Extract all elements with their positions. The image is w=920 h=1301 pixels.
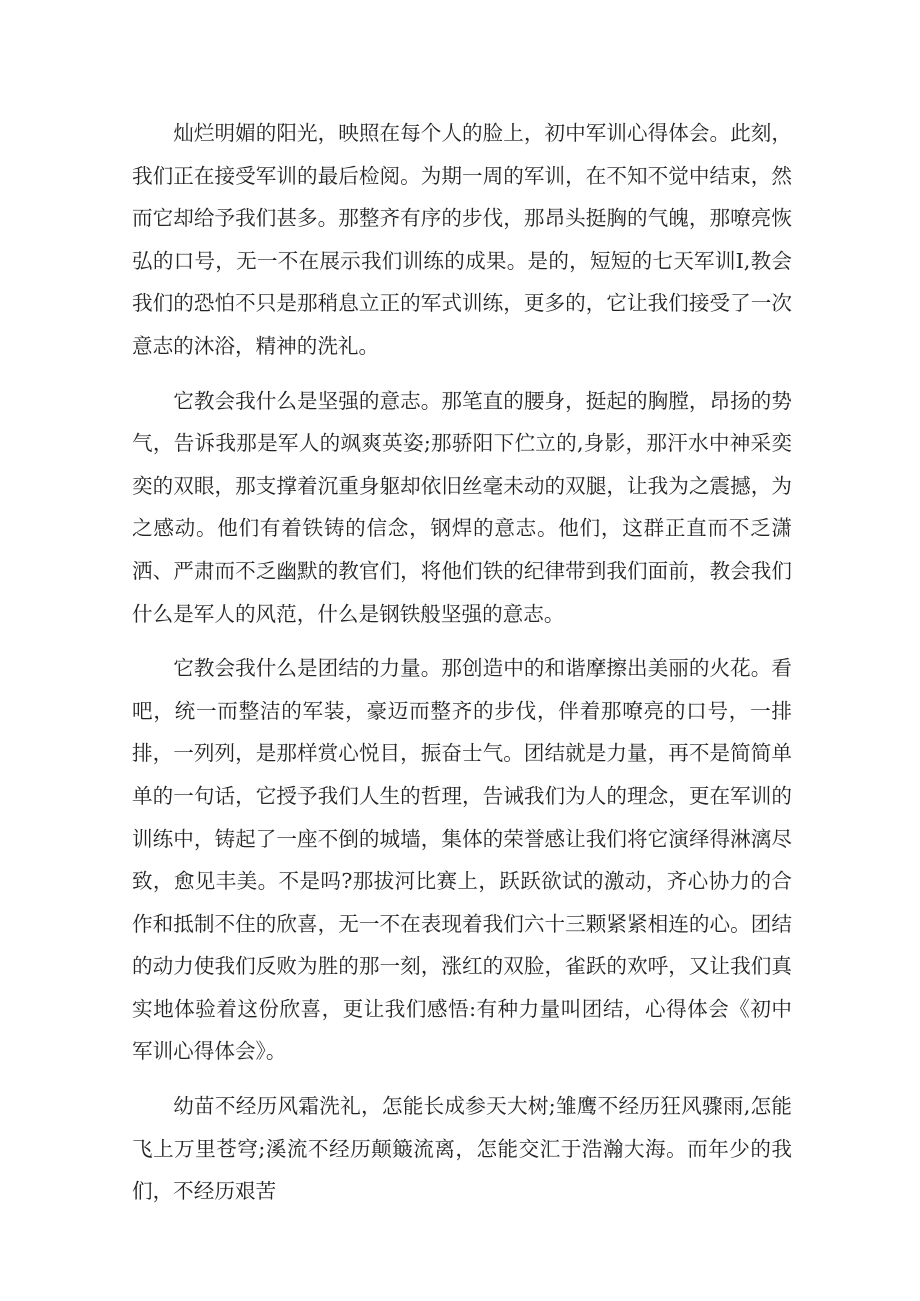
paragraph-4: 幼苗不经历风霜洗礼，怎能长成参天大树;雏鹰不经历狂风骤雨,怎能飞上万里苍穹;溪流不经历颠簸流离，怎能交汇于浩瀚大海。而年少的我们，不经历艰苦 — [132, 1094, 792, 1204]
paragraph-1: 灿烂明媚的阳光，映照在每个人的脸上，初中军训心得体会。此刻，我们正在接受军训的最后检阅。为期一周的军训，在不知不觉中结束，然而它却给予我们甚多。那整齐有序的步伐，那昂头挺胸的气魄，那嘹亮恢弘的口号，无一不在展示我们训练的成果。是的，短短的七天军训I,教会我们的恐怕不只是那稍息立正的军式训练，更多的，它让我们接受了一次意志的沐浴，精神的洗礼。 — [132, 121, 792, 358]
document-body — [132, 112, 792, 1225]
paragraph-3: 它教会我什么是团结的力量。那创造中的和谐摩擦出美丽的火花。看吧，统一而整洁的军装，豪迈而整齐的步伐，伴着那嘹亮的口号，一排排，一列列，是那样赏心悦目，振奋士气。团结就是力量，再不是简简单单的一句话，它授予我们人生的哲理，告诫我们为人的理念，更在军训的训练中，铸起了一座不倒的城墙，集体的荣誉感让我们将它演绎得淋漓尽致，愈见丰美。不是吗?那拔河比赛上，跃跃欲试的激动，齐心协力的合作和抵制不住的欣喜，无一不在表现着我们六十三颗紧紧相连的心。团结的动力使我们反败为胜的那一刻，涨红的双脸，雀跃的欢呼，又让我们真实地体验着这份欣喜，更让我们感悟:有种力量叫团结，心得体会《初中军训心得体会》。 — [132, 656, 792, 1064]
paragraph-2: 它教会我什么是坚强的意志。那笔直的腰身，挺起的胸膛，昂扬的势气，告诉我那是军人的飒爽英姿;那骄阳下伫立的,身影，那汗水中神采奕奕的双眼，那支撑着沉重身躯却依旧丝毫未动的双腿，让我为之震撼，为之感动。他们有着铁铸的信念，钢焊的意志。他们，这群正直而不乏潇洒、严肃而不乏幽默的教官们，将他们铁的纪律带到我们面前，教会我们什么是军人的风范，什么是钢铁般坚强的意志。 — [132, 388, 792, 626]
